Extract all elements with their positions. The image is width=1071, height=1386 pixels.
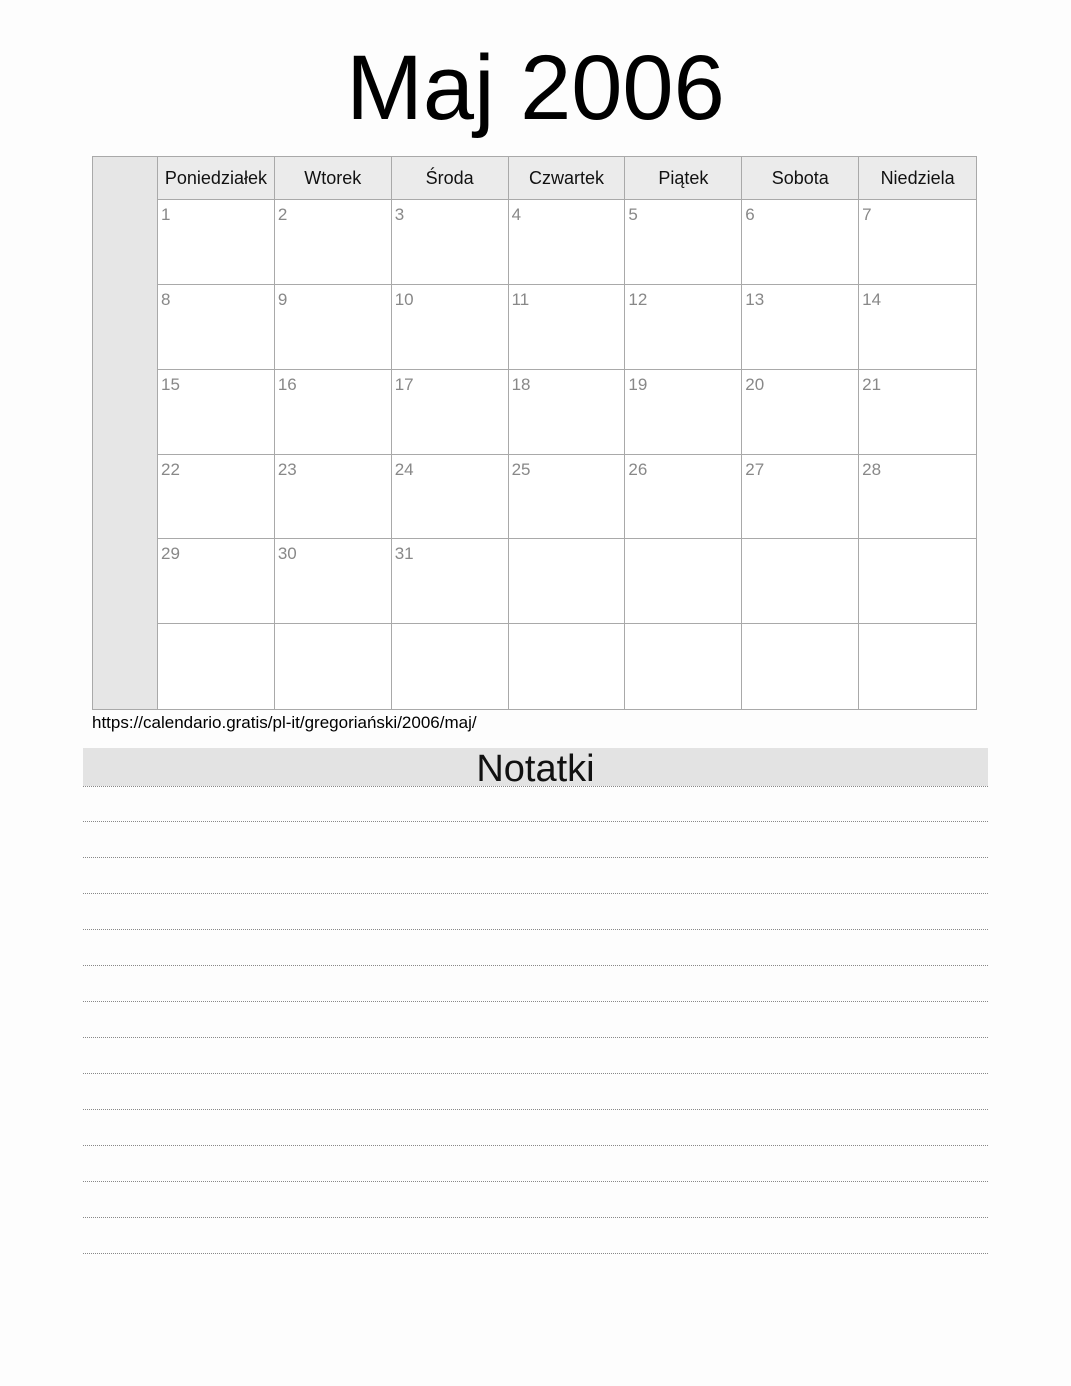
day-cell: 1 [158, 200, 275, 285]
day-cell: 31 [392, 539, 509, 624]
weekday-header-wednesday: Środa [392, 157, 509, 200]
day-cell: 8 [158, 285, 275, 370]
month-calendar [92, 156, 977, 710]
day-cell [859, 624, 976, 709]
day-cell: 24 [392, 455, 509, 540]
day-cell [509, 624, 626, 709]
day-cell: 13 [742, 285, 859, 370]
day-cell: 14 [859, 285, 976, 370]
note-line [83, 1218, 988, 1254]
day-cell: 9 [275, 285, 392, 370]
notes-title: Notatki [83, 748, 988, 786]
day-cell: 6 [742, 200, 859, 285]
note-line [83, 786, 988, 822]
day-cell: 15 [158, 370, 275, 455]
page-title: Maj 2006 [346, 37, 725, 139]
note-line [83, 1038, 988, 1074]
day-cell [742, 624, 859, 709]
weekday-header-friday: Piątek [625, 157, 742, 200]
day-grid [158, 200, 976, 709]
note-line [83, 894, 988, 930]
source-url[interactable]: https://calendario.gratis/pl-it/gregoriański/2006/maj/ [92, 713, 477, 732]
day-cell: 2 [275, 200, 392, 285]
day-cell: 20 [742, 370, 859, 455]
weekday-header-sunday: Niedziela [859, 157, 976, 200]
day-cell [625, 624, 742, 709]
day-cell: 10 [392, 285, 509, 370]
note-line [83, 1110, 988, 1146]
day-cell: 4 [509, 200, 626, 285]
day-cell: 5 [625, 200, 742, 285]
day-cell: 21 [859, 370, 976, 455]
note-line [83, 1002, 988, 1038]
weekday-header-monday: Poniedziałek [158, 157, 275, 200]
day-cell: 19 [625, 370, 742, 455]
note-line [83, 930, 988, 966]
day-cell: 28 [859, 455, 976, 540]
day-cell: 7 [859, 200, 976, 285]
day-cell: 22 [158, 455, 275, 540]
day-cell: 12 [625, 285, 742, 370]
day-cell: 23 [275, 455, 392, 540]
note-line [83, 822, 988, 858]
day-cell: 30 [275, 539, 392, 624]
day-cell: 26 [625, 455, 742, 540]
weekday-header-tuesday: Wtorek [275, 157, 392, 200]
day-cell: 3 [392, 200, 509, 285]
note-line [83, 1074, 988, 1110]
day-cell [275, 624, 392, 709]
note-line [83, 858, 988, 894]
notes-lines [83, 786, 988, 1254]
weekday-header-row [158, 157, 976, 200]
week-number-column [93, 157, 158, 709]
day-cell [509, 539, 626, 624]
day-cell: 18 [509, 370, 626, 455]
weekday-header-saturday: Sobota [742, 157, 859, 200]
note-line [83, 1146, 988, 1182]
day-cell: 29 [158, 539, 275, 624]
day-cell: 16 [275, 370, 392, 455]
day-cell [742, 539, 859, 624]
note-line [83, 1182, 988, 1218]
day-cell [158, 624, 275, 709]
weekday-header-thursday: Czwartek [509, 157, 626, 200]
day-cell: 25 [509, 455, 626, 540]
day-cell: 11 [509, 285, 626, 370]
day-cell [392, 624, 509, 709]
day-cell: 17 [392, 370, 509, 455]
note-line [83, 966, 988, 1002]
day-cell [859, 539, 976, 624]
day-cell: 27 [742, 455, 859, 540]
day-cell [625, 539, 742, 624]
